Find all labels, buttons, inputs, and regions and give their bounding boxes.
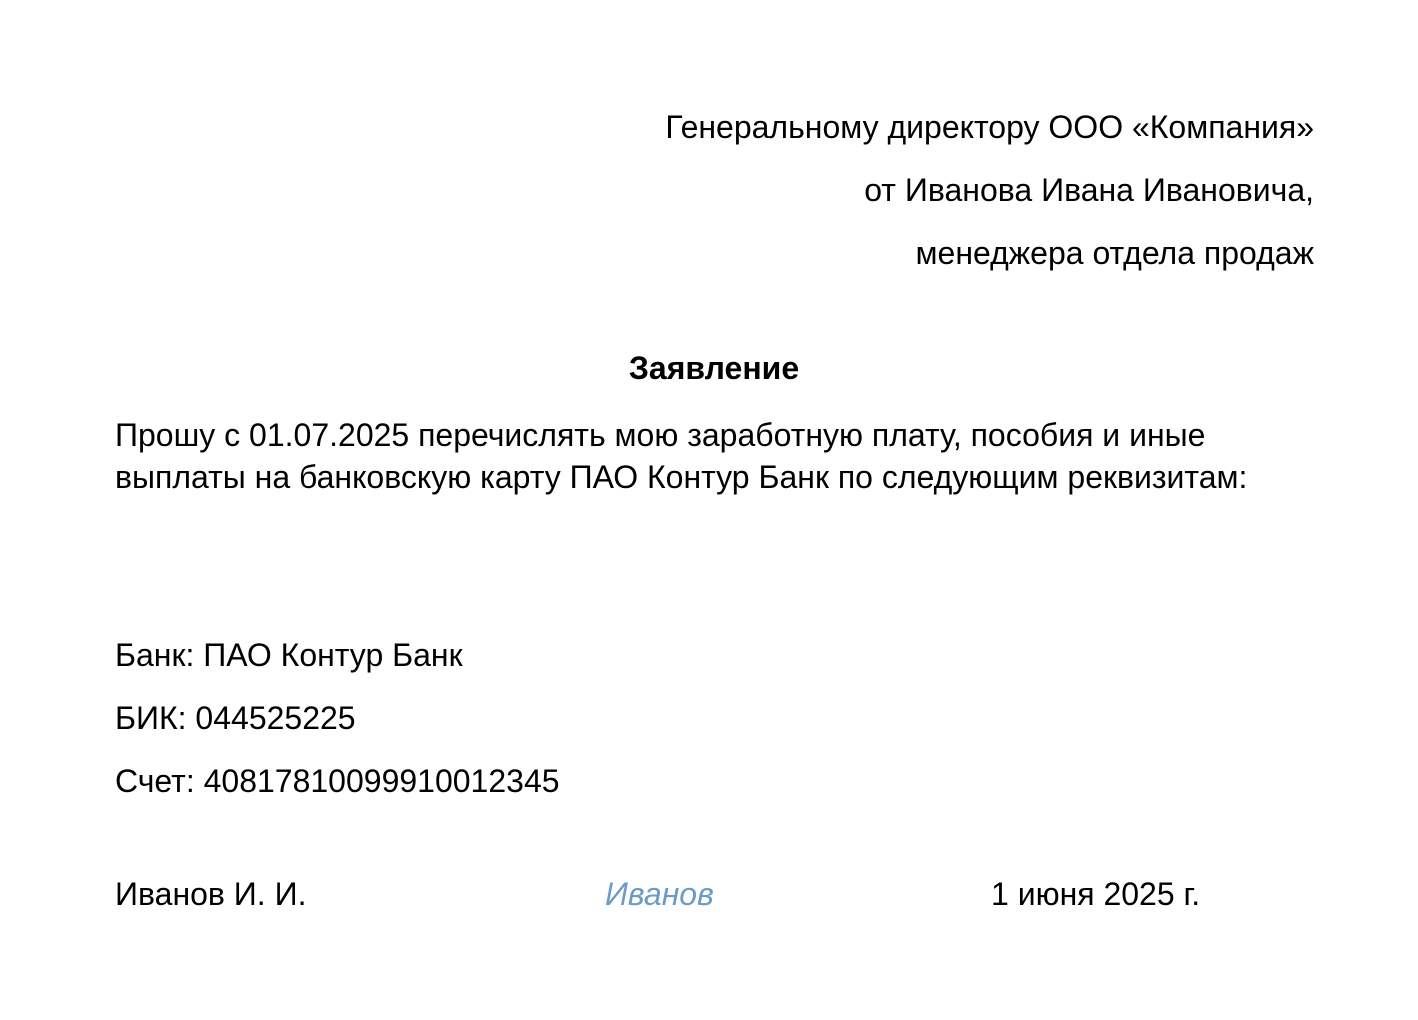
bank-details-block xyxy=(115,624,560,813)
sender-line: от Иванова Ивана Ивановича, xyxy=(864,172,1314,208)
signature-date: 1 июня 2025 г. xyxy=(991,876,1201,912)
document-title: Заявление xyxy=(628,350,800,386)
account-line: Счет: 40817810099910012345 xyxy=(115,763,560,799)
recipient-line: Генеральному директору ООО «Компания» xyxy=(665,109,1314,145)
handwritten-signature: Иванов xyxy=(605,876,714,912)
request-paragraph: Прошу с 01.07.2025 перечислять мою заработную плату, пособия и иные выплаты на банковскую карту ПАО Контур Банк по следующим реквизитам: xyxy=(115,417,1248,495)
addressee-block xyxy=(665,96,1314,285)
sender-position-line: менеджера отдела продаж xyxy=(915,235,1314,271)
signatory-name: Иванов И. И. xyxy=(115,876,307,912)
bik-line: БИК: 044525225 xyxy=(115,700,356,736)
bank-name-line: Банк: ПАО Контур Банк xyxy=(115,637,463,673)
